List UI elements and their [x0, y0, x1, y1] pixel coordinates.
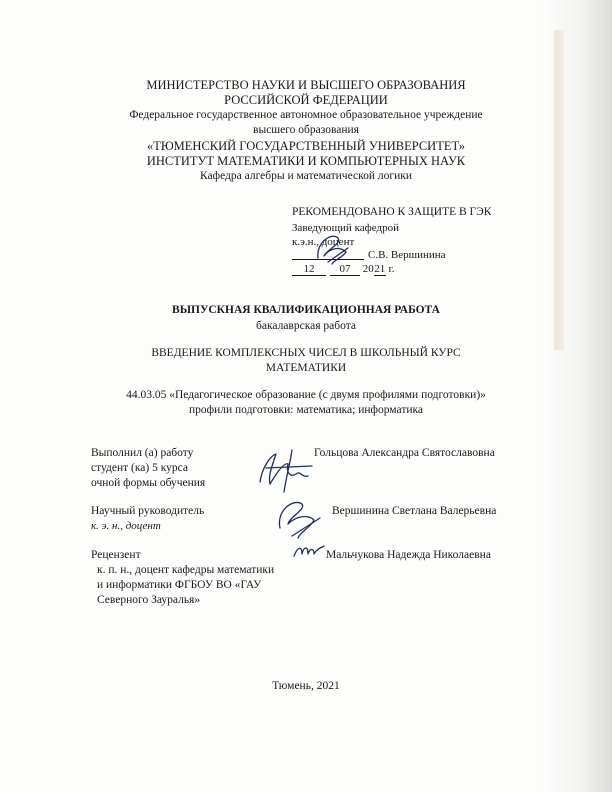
supervisor-signature	[272, 492, 328, 540]
university-name: «ТЮМЕНСКИЙ ГОСУДАРСТВЕННЫЙ УНИВЕРСИТЕТ»	[146, 139, 466, 153]
approval-date-month: 07	[330, 263, 360, 276]
work-type: ВЫПУСКНАЯ КВАЛИФИКАЦИОННАЯ РАБОТА	[172, 304, 440, 316]
approval-year-unit: г.	[388, 263, 395, 275]
reviewer-label: Рецензент	[91, 549, 141, 561]
approval-name: С.В. Вершинина	[368, 249, 446, 261]
author-signature	[256, 448, 316, 496]
reviewer-position-line-1: к. п. н., доцент кафедры математики	[97, 564, 275, 576]
author-name: Гольцова Александра Святославовна	[314, 447, 495, 459]
department-name: Кафедра алгебры и математической логики	[200, 170, 412, 182]
supervisor-name: Вершинина Светлана Валерьевна	[332, 505, 497, 517]
author-label-line-3: очной формы обучения	[91, 477, 206, 489]
approval-year-suffix: 21	[374, 263, 386, 275]
ministry-line-1: МИНИСТЕРСТВО НАУКИ И ВЫСШЕГО ОБРАЗОВАНИЯ	[146, 78, 466, 92]
work-title-line-2: МАТЕМАТИКИ	[265, 362, 347, 374]
program-line-1: 44.03.05 «Педагогическое образование (с двумя профилями подготовки)»	[126, 389, 486, 401]
institution-line-2: высшего образования	[253, 124, 359, 136]
city-year: Тюмень, 2021	[272, 680, 340, 692]
supervisor-label: Научный руководитель	[91, 505, 205, 517]
work-subtype: бакалаврская работа	[256, 320, 356, 332]
approval-date-day: 12	[292, 263, 326, 276]
approval-title: РЕКОМЕНДОВАНО К ЗАЩИТЕ В ГЭК	[292, 206, 492, 218]
author-label-line-1: Выполнил (а) работу	[91, 447, 194, 459]
author-label-line-2: студент (ка) 5 курса	[91, 462, 188, 474]
ministry-line-2: РОССИЙСКОЙ ФЕДЕРАЦИИ	[224, 93, 388, 107]
approval-degree: к.э.н., доцент	[292, 236, 355, 248]
reviewer-position-line-2: и информатики ФГБОУ ВО «ГАУ	[97, 579, 262, 591]
institute-name: ИНСТИТУТ МАТЕМАТИКИ И КОМПЬЮТЕРНЫХ НАУК	[146, 154, 466, 168]
approval-role: Заведующий кафедрой	[292, 222, 399, 234]
reviewer-position-line-3: Северного Зауралья»	[97, 594, 201, 606]
institution-line-1: Федеральное государственное автономное образовательное учреждение	[129, 109, 483, 121]
program-line-2: профили подготовки: математика; информатика	[188, 404, 424, 416]
reviewer-name: Мальчукова Надежда Николаевна	[326, 549, 491, 561]
approval-year-prefix: 20	[362, 263, 374, 275]
approval-signature	[312, 228, 352, 268]
reviewer-signature	[292, 540, 326, 562]
work-title-line-1: ВВЕДЕНИЕ КОМПЛЕКСНЫХ ЧИСЕЛ В ШКОЛЬНЫЙ КУРС	[151, 347, 461, 359]
supervisor-degree: к. э. н., доцент	[91, 520, 161, 532]
